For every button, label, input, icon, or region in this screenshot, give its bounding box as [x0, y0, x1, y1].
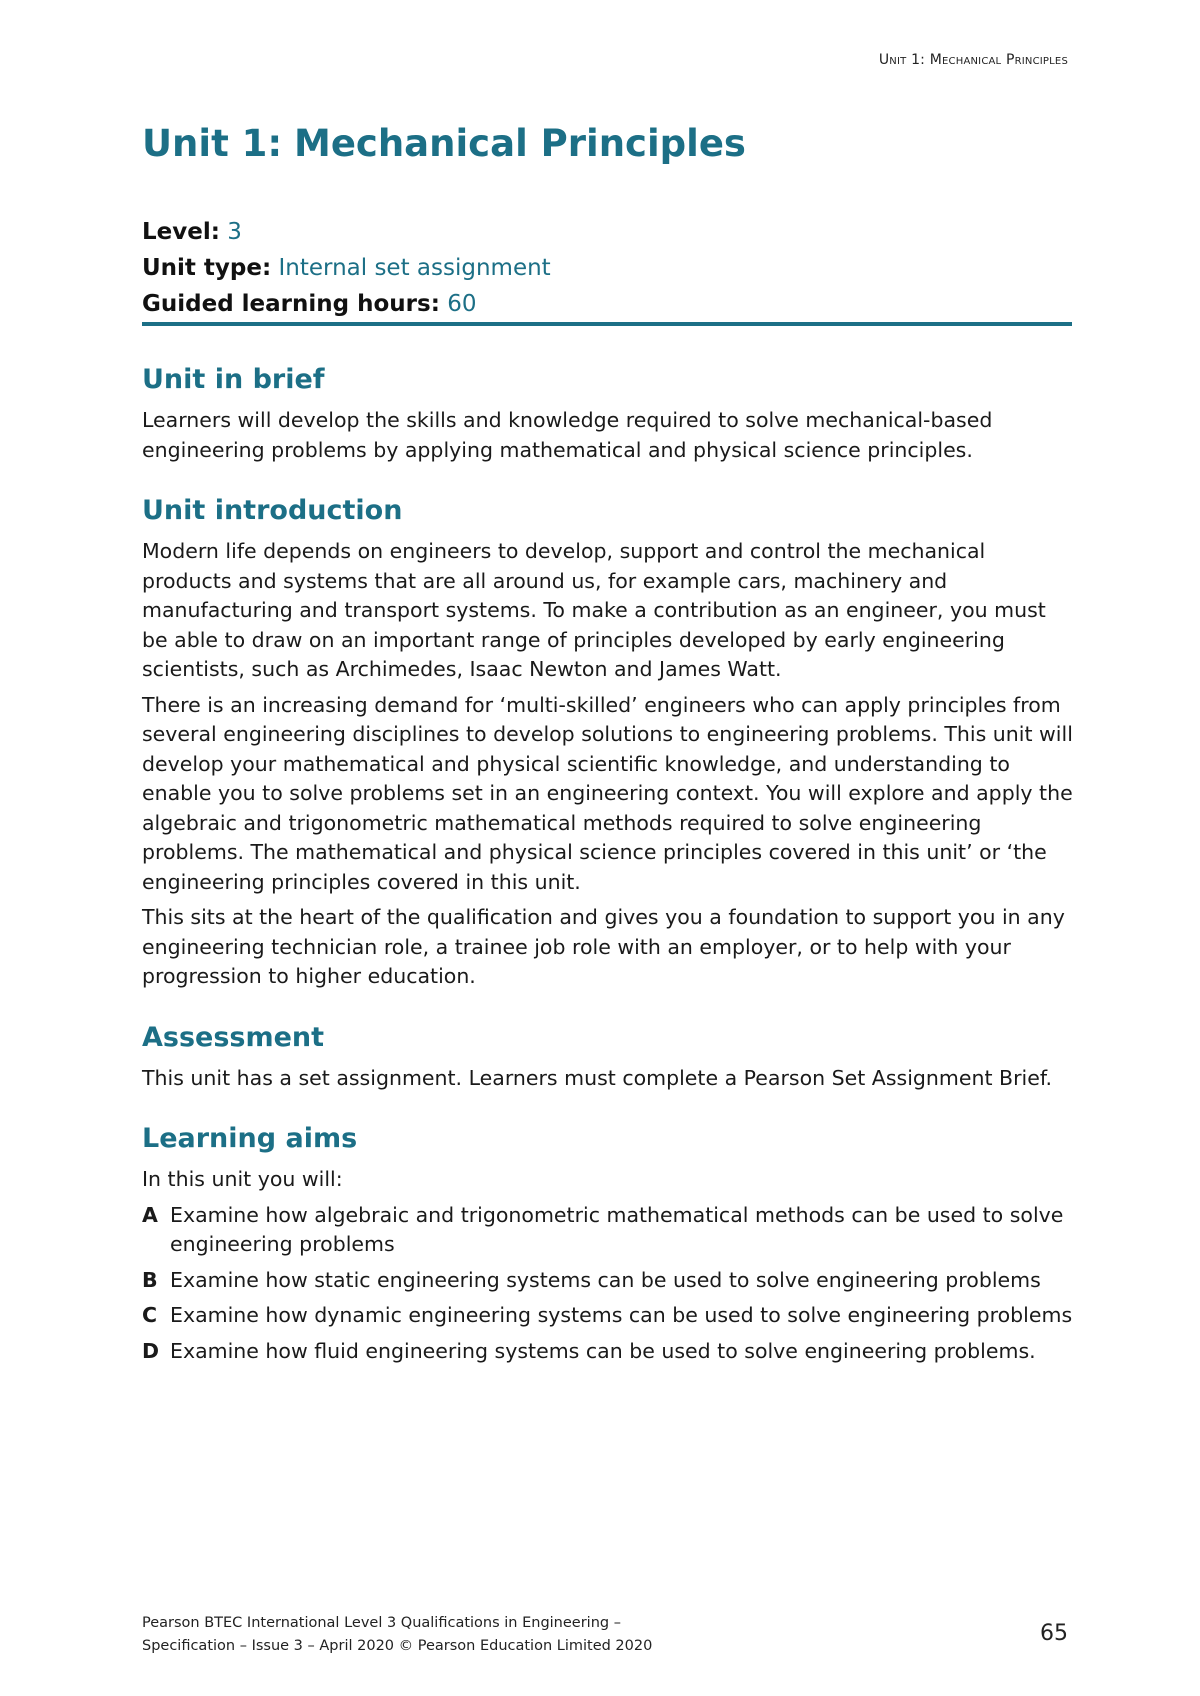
unit-name: Mechanical Principles [294, 122, 746, 165]
meta-unit-type-key: Unit type: [142, 255, 272, 281]
list-item [142, 1301, 1077, 1331]
aim-letter: D [142, 1338, 160, 1363]
meta-glh [142, 286, 1072, 322]
aim-text: Examine how fluid engineering systems can be used to solve engineering problems. [170, 1338, 1036, 1363]
assessment-heading: Assessment [142, 1021, 325, 1053]
meta-level-key: Level: [142, 219, 220, 245]
meta-unit-type-value: Internal set assignment [278, 255, 551, 281]
learning-aims-list [142, 1201, 1077, 1367]
page-title [142, 122, 746, 165]
unit-meta [142, 214, 1072, 322]
meta-level-value: 3 [227, 219, 242, 245]
list-item [142, 1266, 1077, 1296]
footer-line: Pearson BTEC International Level 3 Qualifications in Engineering – [142, 1615, 621, 1631]
aim-letter: C [142, 1303, 158, 1327]
meta-glh-key: Guided learning hours: [142, 291, 440, 317]
page-footer [142, 1612, 652, 1658]
aim-text: Examine how algebraic and trigonometric mathematical methods can be used to solve engineering problems [170, 1202, 1064, 1256]
learning-aims-heading: Learning aims [142, 1123, 358, 1154]
aim-text: Examine how static engineering systems can be used to solve engineering problems [170, 1267, 1041, 1292]
meta-level [142, 214, 1072, 250]
section-assessment [142, 1020, 1077, 1094]
aim-text: Examine how dynamic engineering systems can be used to solve engineering problems [170, 1303, 1073, 1327]
meta-glh-value: 60 [447, 291, 477, 317]
unit-in-brief-heading: Unit in brief [142, 364, 325, 395]
unit-introduction-paragraph: Modern life depends on engineers to develop, support and control the mechanical products and systems that are all around us, for example cars, machinery and manufacturing and transport systems. To make a contribution as an engineer, you must be able to draw on an important range of principles developed by early engineering scientists, such as Archimedes, Isaac Newton and James Watt. [142, 539, 1046, 681]
unit-number: Unit 1: [142, 122, 283, 165]
list-item [142, 1201, 1077, 1260]
aim-letter: B [142, 1267, 158, 1292]
assessment-text: This unit has a set assignment. Learners must complete a Pearson Set Assignment Brief. [142, 1065, 1053, 1090]
section-unit-in-brief [142, 362, 1077, 465]
running-head: Unit 1: Mechanical Principles [878, 52, 1068, 68]
aim-letter: A [142, 1202, 158, 1227]
unit-introduction-paragraph: There is an increasing demand for ‘multi-skilled’ engineers who can apply principles from several engineering disciplines to develop solutions to engineering problems. This unit will develop your mathematical and physical scientific knowledge, and understanding to enable you to solve problems set in an engineering context. You will explore and apply the algebraic and trigonometric mathematical methods required to solve engineering problems. The mathematical and physical science principles covered in this unit’ or ‘the engineering principles covered in this unit. [142, 692, 1073, 894]
main-content [142, 362, 1077, 1394]
footer-line: Specification – Issue 3 – April 2020 © Pearson Education Limited 2020 [142, 1638, 653, 1654]
unit-introduction-paragraph: This sits at the heart of the qualification and gives you a foundation to support you in any engineering technician role, a trainee job role with an employer, or to help with your progression to higher education. [142, 905, 1065, 988]
meta-unit-type [142, 250, 1072, 286]
header-divider [142, 322, 1072, 326]
page-number: 65 [1040, 1621, 1068, 1646]
section-learning-aims [142, 1121, 1077, 1366]
learning-aims-intro: In this unit you will: [142, 1167, 343, 1191]
list-item [142, 1337, 1077, 1367]
unit-in-brief-text: Learners will develop the skills and knowledge required to solve mechanical-based engineering problems by applying mathematical and physical science principles. [142, 408, 993, 462]
unit-introduction-heading: Unit introduction [142, 495, 403, 526]
section-unit-introduction [142, 493, 1077, 992]
